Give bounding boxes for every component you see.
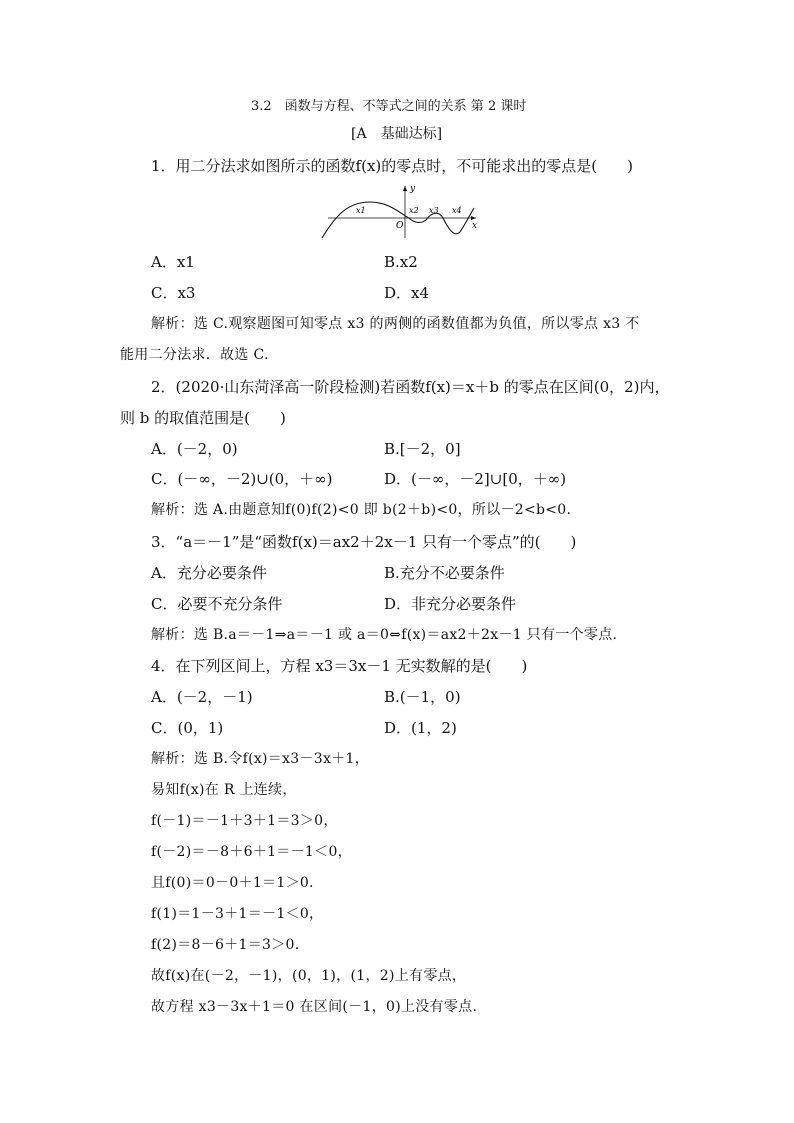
q1-function-graph <box>318 180 486 240</box>
q2-option-d: D．(－∞，－2]∪[0，＋∞) <box>384 470 567 488</box>
y-axis-label: y <box>410 184 416 194</box>
q1-analysis-line-2: 能用二分法求．故选 C. <box>120 347 269 363</box>
q2-analysis: 解析：选 A.由题意知f(0)f(2)<0 即 b(2＋b)<0，所以－2<b<0. <box>151 502 572 518</box>
zero-label-x1: x1 <box>356 206 366 215</box>
q3-option-b: B.充分不必要条件 <box>384 564 505 582</box>
q3-analysis: 解析：选 B.a＝－1⇒a＝－1 或 a＝0⇔f(x)＝ax2＋2x－1 只有一个零点. <box>151 627 618 643</box>
q4-analysis-line-6: f(1)＝1－3＋1＝－1＜0， <box>151 906 324 922</box>
q2-stem-line-1: 2．(2020·山东菏泽高一阶段检测)若函数f(x)＝x＋b 的零点在区间(0，2)内， <box>151 378 670 396</box>
q2-option-b: B.[－2，0] <box>384 440 461 458</box>
q2-option-a: A．(－2，0) <box>151 440 238 458</box>
q4-analysis-line-1: 解析：选 B.令f(x)＝x3－3x＋1， <box>151 751 370 767</box>
q1-analysis-line-1: 解析：选 C.观察题图可知零点 x3 的两侧的函数值都为负值，所以零点 x3 不 <box>151 316 640 332</box>
q4-option-d: D．(1，2) <box>384 719 457 737</box>
q3-stem: 3．“a＝－1”是“函数f(x)＝ax2＋2x－1 只有一个零点”的( ) <box>151 533 577 551</box>
q4-analysis-line-2: 易知f(x)在 R 上连续， <box>151 782 297 798</box>
q4-stem: 4．在下列区间上，方程 x3＝3x－1 无实数解的是( ) <box>151 657 528 675</box>
q3-option-c: C．必要不充分条件 <box>151 595 283 613</box>
q4-analysis-line-7: f(2)＝8－6＋1＝3＞0. <box>151 937 300 953</box>
lesson-title: 3.2 函数与方程、不等式之间的关系 第 2 课时 <box>251 99 527 114</box>
q4-option-c: C．(0，1) <box>151 719 224 737</box>
zero-label-x2: x2 <box>409 206 419 215</box>
q3-option-a: A．充分必要条件 <box>151 564 267 582</box>
q2-option-c: C．(－∞，－2)∪(0，＋∞) <box>151 470 333 488</box>
q4-analysis-line-3: f(－1)＝－1＋3＋1＝3＞0， <box>151 813 338 829</box>
q4-option-a: A．(－2，－1) <box>151 688 253 706</box>
y-axis-arrow <box>403 186 407 191</box>
q4-analysis-line-4: f(－2)＝－8＋6＋1＝－1＜0， <box>151 844 352 860</box>
q1-option-c: C．x3 <box>151 284 196 302</box>
x-axis-arrow <box>471 216 476 220</box>
x-axis-label: x <box>472 221 478 231</box>
q1-option-b: B.x2 <box>384 253 418 271</box>
section-heading: [A 基础达标] <box>351 126 443 142</box>
q1-stem: 1．用二分法求如图所示的函数f(x)的零点时，不可能求出的零点是( ) <box>151 157 633 175</box>
zero-label-x4: x4 <box>452 206 462 215</box>
q1-option-a: A．x1 <box>151 253 195 271</box>
q3-option-d: D．非充分必要条件 <box>384 595 517 613</box>
q4-analysis-line-8: 故f(x)在(－2，－1)，(0，1)，(1，2)上有零点， <box>151 968 467 984</box>
q4-analysis-line-5: 且f(0)＝0－0＋1＝1＞0. <box>151 875 314 891</box>
q2-stem-line-2: 则 b 的取值范围是( ) <box>120 409 286 427</box>
origin-label: O <box>396 221 404 231</box>
q1-option-d: D．x4 <box>384 284 430 302</box>
q4-option-b: B.(－1，0) <box>384 688 461 706</box>
zero-label-x3: x3 <box>429 206 439 215</box>
q4-analysis-line-9: 故方程 x3－3x＋1＝0 在区间(－1，0)上没有零点. <box>151 999 478 1015</box>
